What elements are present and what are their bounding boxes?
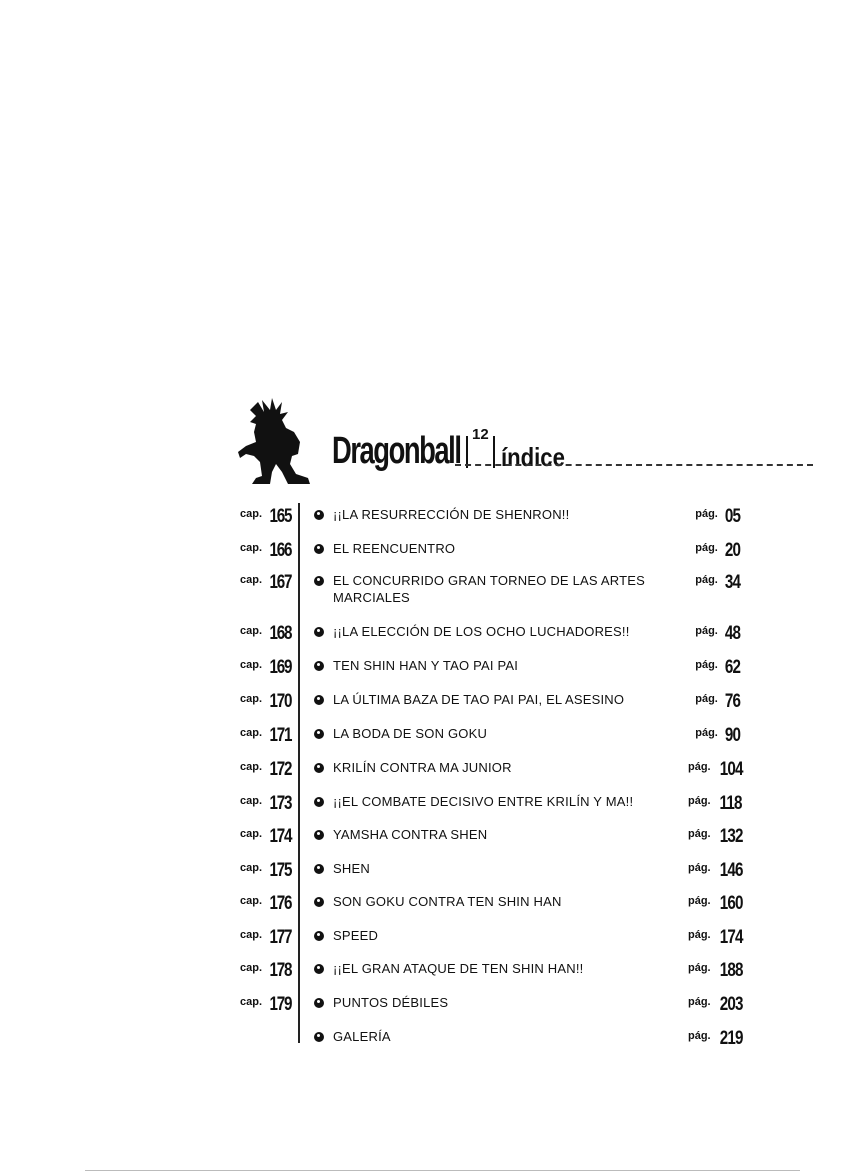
page-number bbox=[688, 725, 740, 747]
page-number bbox=[688, 691, 740, 713]
chapter-number-value: 177 bbox=[269, 927, 292, 948]
chapter-number-value: 165 bbox=[269, 506, 292, 527]
chapter-number-value: 175 bbox=[269, 860, 292, 881]
chapter-label: cap. bbox=[240, 542, 263, 554]
chapter-title: ¡¡EL COMBATE DECISIVO ENTRE KRILÍN Y MA!! bbox=[333, 794, 634, 809]
page-label: pág. bbox=[695, 542, 718, 554]
page-number-value: 146 bbox=[719, 860, 743, 881]
page-label: pág. bbox=[688, 795, 711, 807]
bullet-icon bbox=[314, 576, 324, 586]
page-label: pág. bbox=[695, 574, 718, 586]
bullet-icon bbox=[314, 964, 324, 974]
chapter-number bbox=[240, 826, 292, 848]
page-number bbox=[688, 572, 740, 594]
chapter-number-value: 174 bbox=[269, 826, 292, 847]
chapter-number bbox=[240, 572, 292, 594]
page-number bbox=[688, 540, 740, 562]
chapter-number-value: 173 bbox=[269, 793, 292, 814]
page-label: pág. bbox=[688, 1030, 711, 1042]
page-label: pág. bbox=[695, 659, 718, 671]
header-dashed-rule bbox=[455, 464, 813, 466]
page-label: pág. bbox=[688, 962, 711, 974]
page-edge-line bbox=[85, 1170, 800, 1171]
chapter-label: cap. bbox=[240, 929, 263, 941]
page-number bbox=[688, 793, 740, 815]
page-label: pág. bbox=[688, 895, 711, 907]
chapter-number bbox=[240, 793, 292, 815]
chapter-number bbox=[240, 657, 292, 679]
chapter-number bbox=[240, 623, 292, 645]
page-number-value: 104 bbox=[719, 759, 743, 780]
page-number bbox=[688, 994, 743, 1016]
chapter-label: cap. bbox=[240, 761, 263, 773]
chapter-number-value: 166 bbox=[269, 540, 292, 561]
page-label: pág. bbox=[688, 828, 711, 840]
page-number bbox=[688, 860, 743, 882]
chapter-title: EL REENCUENTRO bbox=[333, 541, 456, 556]
chapter-number bbox=[240, 994, 292, 1016]
chapter-number bbox=[240, 927, 292, 949]
bullet-icon bbox=[314, 931, 324, 941]
chapter-label: cap. bbox=[240, 962, 263, 974]
page-label: pág. bbox=[688, 929, 711, 941]
chapter-title: EL CONCURRIDO GRAN TORNEO DE LAS ARTES MARCIALES bbox=[333, 573, 645, 605]
chapter-label: cap. bbox=[240, 727, 263, 739]
volume-number: 12 bbox=[472, 426, 489, 443]
chapter-title: GALERÍA bbox=[333, 1029, 391, 1044]
chapter-label: cap. bbox=[240, 895, 263, 907]
page-label: pág. bbox=[695, 727, 718, 739]
page-number-value: 05 bbox=[724, 506, 740, 527]
page-label: pág. bbox=[695, 693, 718, 705]
page-number bbox=[688, 623, 740, 645]
chapter-number-value: 167 bbox=[269, 572, 292, 593]
chapter-number-value: 172 bbox=[269, 759, 292, 780]
page-number bbox=[688, 1028, 743, 1050]
chapter-label: cap. bbox=[240, 625, 263, 637]
chapter-label: cap. bbox=[240, 795, 263, 807]
chapter-number bbox=[240, 759, 292, 781]
brand-logo: Dragonball bbox=[332, 430, 461, 472]
chapter-title: SON GOKU CONTRA TEN SHIN HAN bbox=[333, 894, 562, 909]
page-label: pág. bbox=[695, 625, 718, 637]
page-number-value: 160 bbox=[719, 893, 743, 914]
page-number-value: 76 bbox=[724, 691, 740, 712]
chapter-number-value: 170 bbox=[269, 691, 292, 712]
page-number bbox=[688, 960, 743, 982]
chapter-number bbox=[240, 691, 292, 713]
chapter-number-value: 176 bbox=[269, 893, 292, 914]
chapter-label: cap. bbox=[240, 508, 263, 520]
bullet-icon bbox=[314, 627, 324, 637]
page-number-value: 132 bbox=[719, 826, 743, 847]
chapter-number bbox=[240, 960, 292, 982]
page-label: pág. bbox=[695, 508, 718, 520]
page-number bbox=[688, 893, 743, 915]
chapter-title: ¡¡EL GRAN ATAQUE DE TEN SHIN HAN!! bbox=[333, 961, 584, 976]
chapter-number bbox=[240, 860, 292, 882]
section-title: índice bbox=[500, 442, 565, 472]
page-number-value: 203 bbox=[719, 994, 743, 1015]
chapter-number bbox=[240, 506, 292, 528]
chapter-title: TEN SHIN HAN Y TAO PAI PAI bbox=[333, 658, 519, 673]
index-header bbox=[332, 420, 576, 470]
bullet-icon bbox=[314, 1032, 324, 1042]
bullet-icon bbox=[314, 695, 324, 705]
chapter-number bbox=[240, 893, 292, 915]
chapter-number-value: 169 bbox=[269, 657, 292, 678]
bullet-icon bbox=[314, 729, 324, 739]
bullet-icon bbox=[314, 998, 324, 1008]
page-label: pág. bbox=[688, 761, 711, 773]
page-number bbox=[688, 657, 740, 679]
page-label: pág. bbox=[688, 996, 711, 1008]
chapter-label: cap. bbox=[240, 996, 263, 1008]
page-number-value: 48 bbox=[724, 623, 740, 644]
bullet-icon bbox=[314, 797, 324, 807]
page-number-value: 90 bbox=[724, 725, 740, 746]
page-number-value: 188 bbox=[719, 960, 743, 981]
chapter-label: cap. bbox=[240, 574, 263, 586]
bullet-icon bbox=[314, 864, 324, 874]
page-label: pág. bbox=[688, 862, 711, 874]
chapter-number-value: 178 bbox=[269, 960, 292, 981]
chapter-title: LA BODA DE SON GOKU bbox=[333, 726, 488, 741]
chapter-title: SPEED bbox=[333, 928, 379, 943]
page-number bbox=[688, 759, 743, 781]
page-number-value: 219 bbox=[719, 1028, 743, 1049]
chapter-label: cap. bbox=[240, 828, 263, 840]
page-number-value: 118 bbox=[719, 793, 742, 814]
chapter-number bbox=[240, 725, 292, 747]
page-number bbox=[688, 506, 740, 528]
chapter-number-value: 168 bbox=[269, 623, 292, 644]
chapter-label: cap. bbox=[240, 659, 263, 671]
chapter-number bbox=[240, 540, 292, 562]
fighter-silhouette-icon bbox=[236, 398, 316, 486]
bullet-icon bbox=[314, 544, 324, 554]
chapter-label: cap. bbox=[240, 862, 263, 874]
bullet-icon bbox=[314, 510, 324, 520]
chapter-title: PUNTOS DÉBILES bbox=[333, 995, 449, 1010]
page-number bbox=[688, 826, 743, 848]
page-number-value: 34 bbox=[724, 572, 740, 593]
page-number-value: 174 bbox=[719, 927, 743, 948]
chapter-title: LA ÚLTIMA BAZA DE TAO PAI PAI, EL ASESINO bbox=[333, 692, 625, 707]
page-number-value: 62 bbox=[724, 657, 740, 678]
page-number-value: 20 bbox=[724, 540, 740, 561]
chapter-title: ¡¡LA RESURRECCIÓN DE SHENRON!! bbox=[333, 507, 570, 522]
chapter-label: cap. bbox=[240, 693, 263, 705]
page-number bbox=[688, 927, 743, 949]
chapter-title: ¡¡LA ELECCIÓN DE LOS OCHO LUCHADORES!! bbox=[333, 624, 630, 639]
chapter-title: KRILÍN CONTRA MA JUNIOR bbox=[333, 760, 512, 775]
chapter-title: SHEN bbox=[333, 861, 370, 876]
chapter-title: YAMSHA CONTRA SHEN bbox=[333, 827, 488, 842]
bullet-icon bbox=[314, 830, 324, 840]
chapter-number-value: 171 bbox=[269, 725, 292, 746]
bullet-icon bbox=[314, 897, 324, 907]
bullet-icon bbox=[314, 661, 324, 671]
column-divider bbox=[298, 503, 300, 1043]
chapter-number-value: 179 bbox=[269, 994, 292, 1015]
bullet-icon bbox=[314, 763, 324, 773]
